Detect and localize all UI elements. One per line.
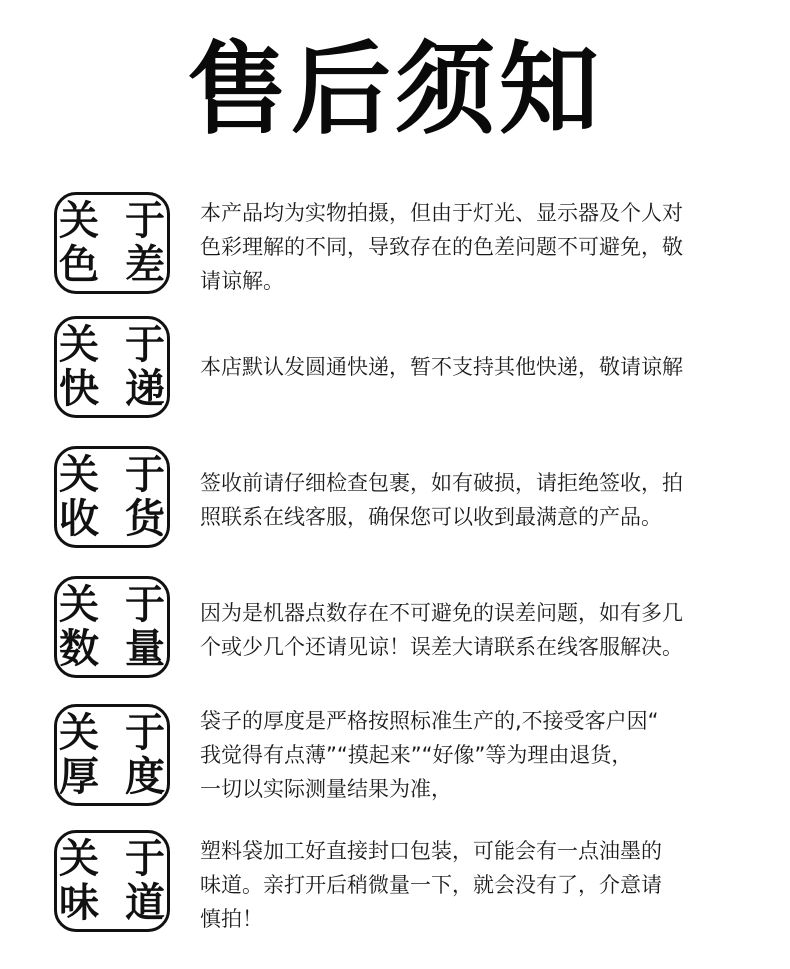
- notice-line: 本店默认发圆通快递，暂不支持其他快递，敬请谅解: [200, 355, 683, 379]
- notice-line: 因为是机器点数存在不可避免的误差问题，如有多几: [200, 601, 683, 625]
- badge-line-bottom: 厚 度: [59, 754, 171, 800]
- badge-line-top: 关 于: [59, 198, 171, 244]
- notice-badge: [54, 192, 170, 294]
- notice-line: 色彩理解的不同，导致存在的色差问题不可避免，敬: [200, 235, 683, 259]
- badge-line-top: 关 于: [59, 582, 171, 628]
- notice-line: 个或少几个还请见谅！误差大请联系在线客服解决。: [200, 635, 683, 659]
- badge-line-top: 关 于: [59, 836, 171, 882]
- notice-badge: [54, 576, 170, 678]
- page-title: 售后须知: [187, 31, 603, 148]
- notice-quantity: [0, 576, 790, 686]
- notice-text: [200, 196, 740, 298]
- notice-line: 本产品均为实物拍摄，但由于灯光、显示器及个人对: [200, 201, 683, 225]
- notice-badge: [54, 446, 170, 548]
- notice-line: 请谅解。: [200, 269, 284, 293]
- notice-express: [0, 316, 790, 426]
- notice-text: [200, 466, 740, 534]
- notice-badge: [54, 704, 170, 806]
- notice-receipt: [0, 446, 790, 556]
- badge-line-bottom: 色 差: [59, 242, 171, 288]
- notice-badge: [54, 316, 170, 418]
- badge-line-bottom: 数 量: [59, 626, 171, 672]
- notice-text: [200, 704, 740, 806]
- notice-line: 一切以实际测量结果为准，: [200, 777, 452, 801]
- notice-line: 我觉得有点薄”“摸起来”“好像”等为理由退货，: [200, 743, 633, 767]
- badge-line-top: 关 于: [59, 452, 171, 498]
- notice-line: 味道。亲打开后稍微量一下，就会没有了，介意请: [200, 873, 662, 897]
- badge-line-top: 关 于: [59, 710, 171, 756]
- notice-line: 袋子的厚度是严格按照标准生产的,不接受客户因“: [200, 709, 659, 733]
- badge-line-bottom: 收 货: [59, 496, 171, 542]
- notice-odor: [0, 830, 790, 940]
- notice-line: 签收前请仔细检查包裹，如有破损，请拒绝签收，拍: [200, 471, 683, 495]
- notice-line: 照联系在线客服，确保您可以收到最满意的产品。: [200, 505, 662, 529]
- notice-text: [200, 596, 740, 664]
- badge-line-top: 关 于: [59, 322, 171, 368]
- notice-text: [200, 350, 740, 384]
- notice-line: 塑料袋加工好直接封口包装，可能会有一点油墨的: [200, 839, 662, 863]
- notice-line: 慎拍！: [200, 907, 263, 931]
- notice-thickness: [0, 704, 790, 814]
- badge-line-bottom: 味 道: [59, 880, 171, 926]
- notice-badge: [54, 830, 170, 932]
- notice-text: [200, 834, 740, 936]
- badge-line-bottom: 快 递: [59, 366, 171, 412]
- notice-color-difference: [0, 192, 790, 302]
